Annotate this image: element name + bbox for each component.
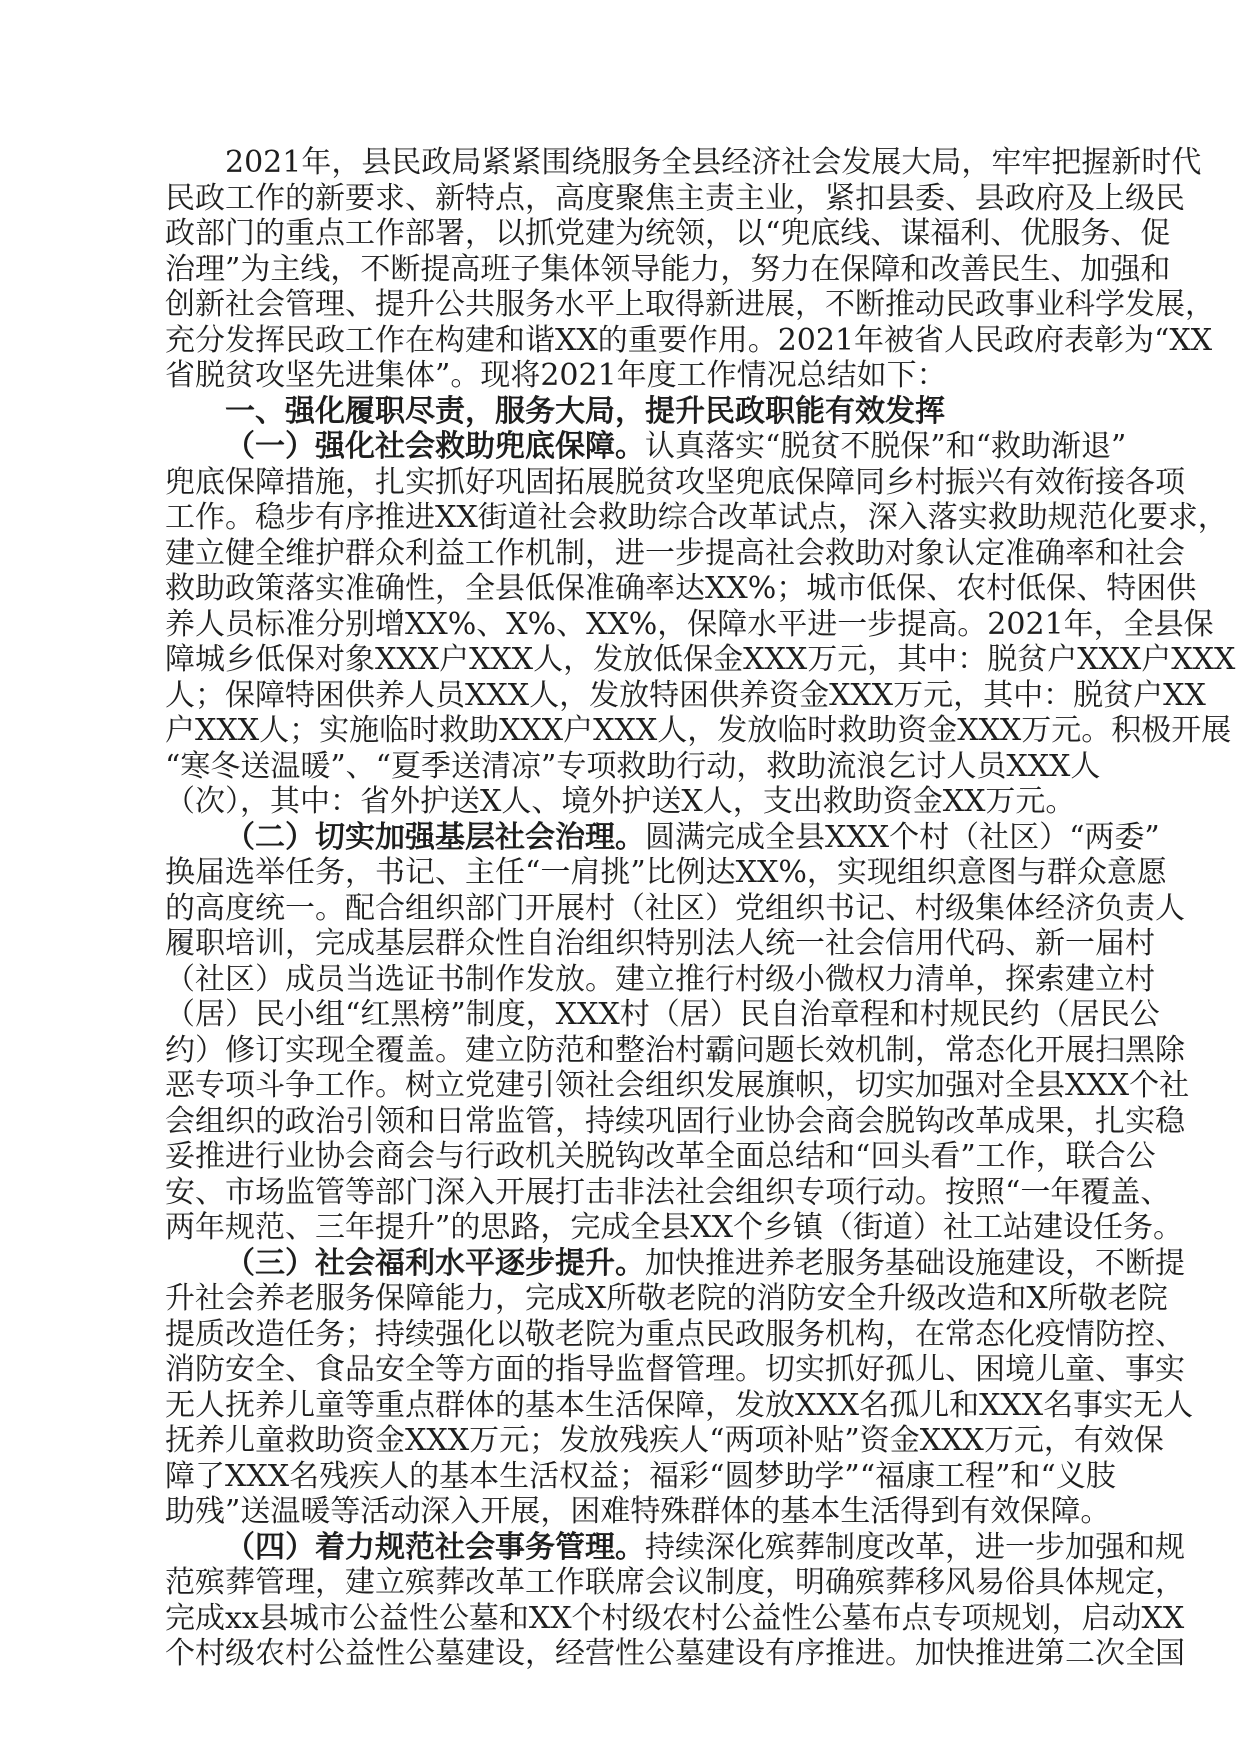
line-text: 障城乡低保对象XXX户XXX人，发放低保金XXX万元，其中：脱贫户XXX户XXX <box>165 642 1236 677</box>
line-text: 个村级农村公益性公墓建设，经营性公墓建设有序推进。加快推进第二次全国 <box>165 1636 1185 1671</box>
line-text: 换届选举任务，书记、主任“一肩挑”比例达XX%，实现组织意图与群众意愿 <box>165 855 1167 890</box>
paragraph <box>165 1245 1194 1530</box>
text-line <box>165 748 1101 785</box>
text-line <box>165 287 1215 323</box>
text-line <box>165 677 1206 714</box>
text-line <box>165 322 1213 359</box>
paragraph <box>165 145 1215 394</box>
line-text: 政部门的重点工作部署，以抓党建为统领，以“兜底线、谋福利、优服务、促 <box>165 216 1171 251</box>
text-line <box>165 216 1171 252</box>
paragraph <box>165 1529 1185 1672</box>
paragraph <box>165 429 1236 820</box>
line-text: 治理”为主线，不断提高班子集体领导能力，努力在保障和改善民生、加强和 <box>165 251 1171 287</box>
line-text: 障了XXX名残疾人的基本生活权益；福彩“圆梦助学”“福康工程”和“义肢 <box>165 1458 1116 1494</box>
line-text: 创新社会管理、提升公共服务水平上取得新进展，不断推动民政事业科学发展， <box>165 287 1215 322</box>
line-text: 抚养儿童救助资金XXX万元；发放残疾人“两项补贴”资金XXX万元，有效保 <box>165 1423 1164 1458</box>
line-text: 完成xx县城市公益性公墓和XX个村级农村公益性公墓布点专项规划，启动XX <box>165 1600 1185 1636</box>
line-text: 履职培训，完成基层群众性自治组织特别法人统一社会信用代码、新一届村 <box>165 926 1155 961</box>
text-line <box>165 1494 1111 1530</box>
line-text: 提质改造任务；持续强化以敬老院为重点民政服务机构，在常态化疫情防控、 <box>165 1316 1185 1352</box>
line-text: 无人抚养儿童等重点群体的基本生活保障，发放XXX名孤儿和XXX名事实无人 <box>165 1387 1194 1423</box>
text-line <box>165 961 1155 998</box>
line-text: 工作。稳步有序推进XX街道社会救助综合改革试点，深入落实救助规范化要求， <box>165 500 1228 535</box>
text-line <box>165 855 1167 891</box>
text-line <box>165 819 1160 856</box>
text-line <box>165 606 1214 643</box>
line-text: 安、市场监管等部门深入开展打击非法社会组织专项行动。按照“一年覆盖、 <box>165 1174 1171 1210</box>
line-text: （次），其中：省外护送X人、境外护送X人，支出救助资金XX万元。 <box>165 784 1076 819</box>
subsection-title: （一）强化社会救助兜底保障。 <box>225 429 645 464</box>
text-line <box>165 926 1155 962</box>
line-text: 加快推进养老服务基础设施建设，不断提 <box>645 1245 1185 1281</box>
text-line <box>165 358 1075 394</box>
line-text: 人；保障特困供养人员XXX人，发放特困供养资金XXX万元，其中：脱贫户XX <box>165 677 1206 713</box>
line-text: 充分发挥民政工作在构建和谐XX的重要作用。2021年被省人民政府表彰为“XX <box>165 322 1213 358</box>
subsection-title: （三）社会福利水平逐步提升。 <box>225 1245 645 1281</box>
line-text: 约）修订实现全覆盖。建立防范和整治村霸问题长效机制，常态化开展扫黑除 <box>165 1032 1185 1068</box>
paragraph <box>165 819 1190 1246</box>
subsection-title: （二）切实加强基层社会治理。 <box>225 819 645 855</box>
text-line <box>165 394 1075 430</box>
document-page <box>165 145 1236 1672</box>
line-text: 民政工作的新要求、新特点，高度聚焦主责主业，紧扣县委、县政府及上级民 <box>165 180 1185 216</box>
line-text: 妥推进行业协会商会与行政机关脱钩改革全面总结和“回头看”工作，联合公 <box>165 1139 1156 1174</box>
line-text: 两年规范、三年提升”的思路，完成全县XX个乡镇（街道）社工站建设任务。 <box>165 1210 1184 1245</box>
line-text: “寒冬送温暖”、“夏季送清凉”专项救助行动，救助流浪乞讨人员XXX人 <box>165 748 1101 784</box>
text-line <box>165 890 1185 927</box>
text-line <box>165 1565 1185 1601</box>
text-line <box>165 1316 1185 1353</box>
line-text: 认真落实“脱贫不脱保”和“救助渐退” <box>645 429 1127 464</box>
line-text: 助残”送温暖等活动深入开展，困难特殊群体的基本生活得到有效保障。 <box>165 1494 1111 1529</box>
text-line <box>165 1600 1185 1637</box>
text-line <box>165 642 1236 678</box>
line-text: 持续深化殡葬制度改革，进一步加强和规 <box>645 1529 1185 1565</box>
text-line <box>165 1458 1116 1495</box>
text-line <box>165 1174 1171 1211</box>
text-line <box>165 1210 1184 1246</box>
text-line <box>165 997 1160 1033</box>
text-line <box>165 535 1185 572</box>
line-text: 救助政策落实准确性，全县低保准确率达XX%；城市低保、农村低保、特困供 <box>165 571 1197 606</box>
line-text: 恶专项斗争工作。树立党建引领社会组织发展旗帜，切实加强对全县XXX个社 <box>165 1068 1190 1103</box>
section-heading <box>165 394 1075 430</box>
text-line <box>165 1139 1156 1175</box>
line-text: 省脱贫攻坚先进集体”。现将2021年度工作情况总结如下： <box>165 358 947 393</box>
line-text: 2021年，县民政局紧紧围绕服务全县经济社会发展大局，牢牢把握新时代 <box>225 145 1202 180</box>
text-line <box>165 713 1232 749</box>
line-text: 一、强化履职尽责，服务大局，提升民政职能有效发挥 <box>225 393 945 429</box>
text-line <box>165 1281 1168 1317</box>
text-line <box>165 1032 1185 1069</box>
line-text: 消防安全、食品安全等方面的指导监督管理。切实抓好孤儿、困境儿童、事实 <box>165 1352 1185 1387</box>
text-line <box>165 1103 1185 1140</box>
line-text: 的高度统一。配合组织部门开展村（社区）党组织书记、村级集体经济负责人 <box>165 890 1185 926</box>
text-line <box>165 571 1197 607</box>
text-line <box>165 500 1228 536</box>
line-text: 养人员标准分别增XX%、X%、XX%，保障水平进一步提高。2021年，全县保 <box>165 606 1214 642</box>
subsection-title: （四）着力规范社会事务管理。 <box>225 1529 645 1565</box>
text-line <box>165 1529 1185 1566</box>
text-line <box>165 1352 1185 1388</box>
text-line <box>165 429 1127 465</box>
text-line <box>165 251 1171 288</box>
text-line <box>165 1423 1164 1459</box>
line-text: （社区）成员当选证书制作发放。建立推行村级小微权力清单，探索建立村 <box>165 961 1155 997</box>
text-line <box>165 180 1185 217</box>
text-line <box>165 1245 1185 1282</box>
line-text: 建立健全维护群众利益工作机制，进一步提高社会救助对象认定准确率和社会 <box>165 535 1185 571</box>
text-line <box>165 1387 1194 1424</box>
text-line <box>165 784 1075 820</box>
line-text: （居）民小组“红黑榜”制度，XXX村（居）民自治章程和村规民约（居民公 <box>165 997 1160 1032</box>
line-text: 户XXX人；实施临时救助XXX户XXX人，发放临时救助资金XXX万元。积极开展 <box>165 713 1232 748</box>
line-text: 圆满完成全县XXX个村（社区）“两委” <box>645 819 1160 855</box>
text-line <box>165 1636 1185 1672</box>
text-line <box>165 464 1185 501</box>
text-line <box>165 145 1202 181</box>
line-text: 会组织的政治引领和日常监管，持续巩固行业协会商会脱钩改革成果，扎实稳 <box>165 1103 1185 1139</box>
line-text: 升社会养老服务保障能力，完成X所敬老院的消防安全升级改造和X所敬老院 <box>165 1281 1168 1316</box>
line-text: 范殡葬管理，建立殡葬改革工作联席会议制度，明确殡葬移风易俗具体规定， <box>165 1565 1185 1600</box>
text-line <box>165 1068 1190 1104</box>
line-text: 兜底保障措施，扎实抓好巩固拓展脱贫攻坚兜底保障同乡村振兴有效衔接各项 <box>165 464 1185 500</box>
